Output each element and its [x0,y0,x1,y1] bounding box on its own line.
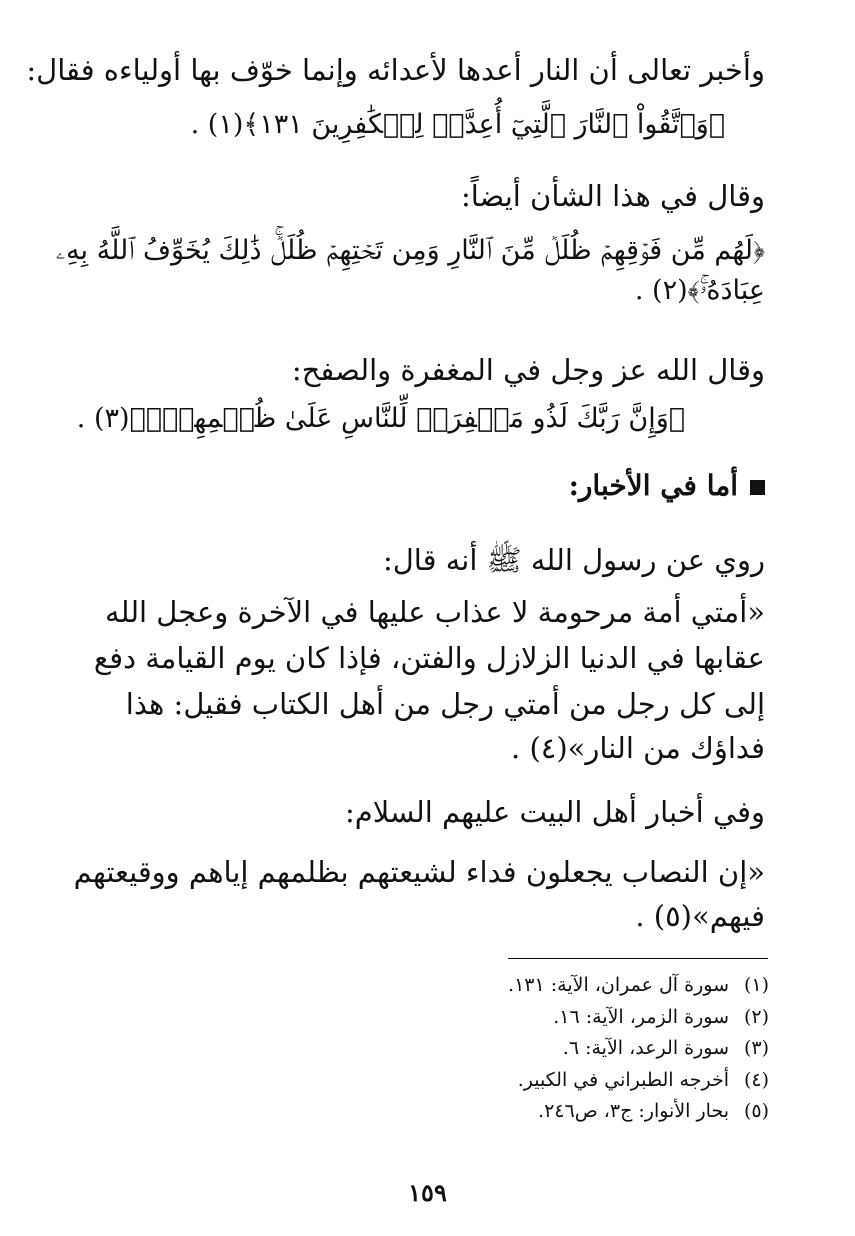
hadith-2-line-1: «إن النصاب يجعلون فداء لشيعتهم بظلمهم إياهم ووقيعتهم [73,855,765,889]
footnote-item [508,1065,769,1097]
hadith-1-line-1: «أمتي أمة مرحومة لا عذاب عليها في الآخرة وعجل الله [105,595,765,629]
footnote-number: (٤) [743,1068,769,1091]
quran-verse-2-line-1: ﴿لَهُم مِّن فَوۡقِهِمۡ ظُلَلٞ مِّنَ ٱلنَّارِ وَمِن تَحۡتِهِمۡ ظُلَلٞۚ ذَٰلِكَ يُخَوِّفُ ٱللَّهُ بِهِۦ [55,235,765,266]
footnote-number: (٣) [743,1037,769,1059]
quran-verse-3: ﴿وَإِنَّ رَبَّكَ لَذُو مَغۡفِرَةٖ لِّلنَّاسِ عَلَىٰ ظُلۡمِهِمۡۖ﴾(٣) . [76,403,685,434]
page-number: ١٥٩ [408,1178,447,1207]
footnote-text: بحار الأنوار: ج٣، ص٢٤٦. [538,1100,729,1122]
footnotes [508,970,769,1128]
hadith-1-line-4: فداؤك من النار»(٤) . [511,731,765,765]
paragraph-2: وقال في هذا الشأن أيضاً: [460,179,765,213]
footnote-text: سورة الرعد، الآية: ٦. [562,1037,729,1059]
section-heading-text: أما في الأخبار: [568,469,738,502]
footnote-number: (٥) [743,1100,769,1122]
hadith-1-line-2: عقابها في الدنيا الزلازل والفتن، فإذا كان يوم القيامة دفع [93,641,765,675]
square-bullet-icon [750,480,765,495]
paragraph-intro: وأخبر تعالى أن النار أعدها لأعدائه وإنما خوّف بها أولياءه فقال: [26,53,765,87]
footnote-number: (٢) [743,1005,769,1028]
section-heading [85,464,765,507]
quran-verse-2-line-2: عِبَادَهُۥۚ﴾(٢) . [634,275,765,306]
footnote-item [508,1002,769,1034]
paragraph-4: روي عن رسول الله ﷺ أنه قال: [382,543,765,577]
hadith-1-line-3: إلى كل رجل من أمتي رجل من أهل الكتاب فقيل: هذا [125,687,765,721]
footnote-item [508,1096,769,1128]
quran-verse-1: ﴿وَٱتَّقُواْ ٱلنَّارَ ٱلَّتِيٓ أُعِدَّتۡ لِلۡكَٰفِرِينَ ١٣١﴾(١) . [190,109,725,140]
footnote-text: سورة آل عمران، الآية: ١٣١. [508,974,729,996]
paragraph-3: وقال الله عز وجل في المغفرة والصفح: [291,353,765,387]
paragraph-5: وفي أخبار أهل البيت عليهم السلام: [344,795,765,829]
footnote-text: أخرجه الطبراني في الكبير. [517,1068,729,1091]
footnote-text: سورة الزمر، الآية: ١٦. [553,1005,729,1028]
footnote-divider [508,958,768,959]
hadith-2-line-2: فيهم»(٥) . [635,899,765,933]
footnote-item [508,970,769,1002]
footnote-number: (١) [743,974,769,996]
footnote-item [508,1033,769,1065]
